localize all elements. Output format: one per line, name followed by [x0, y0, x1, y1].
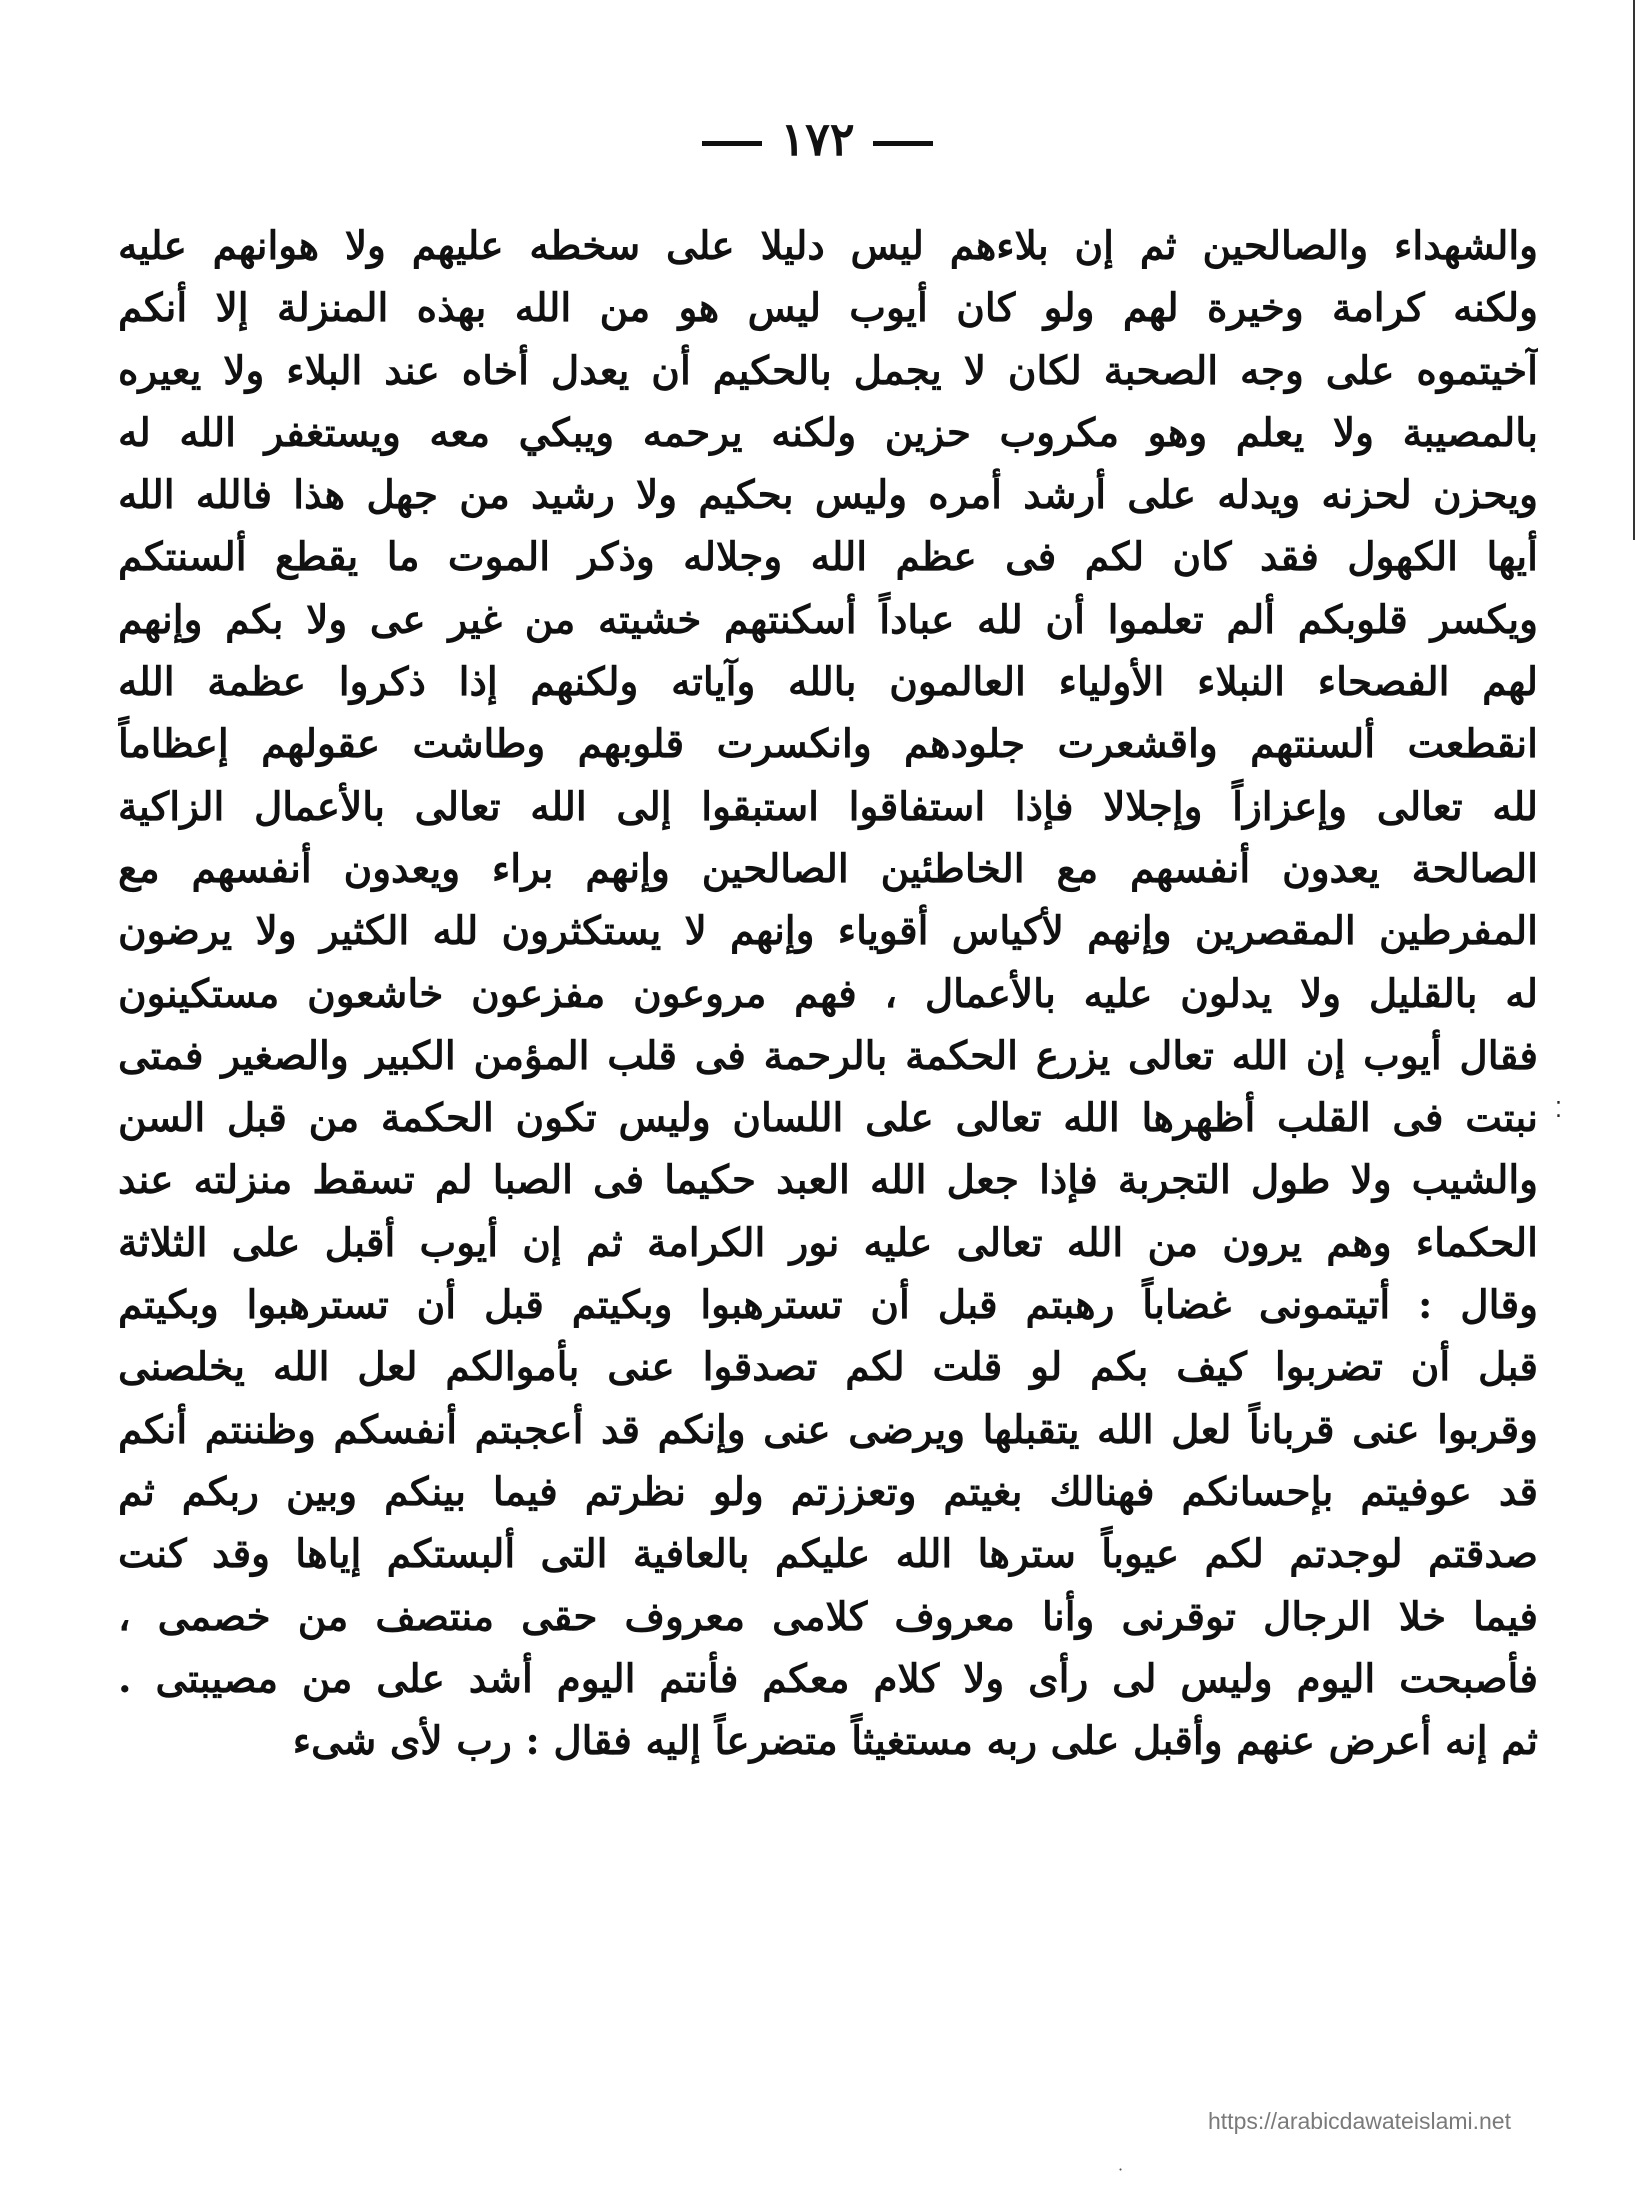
text-line: ولكنه كرامة وخيرة لهم ولو كان أيوب ليس هو من الله بهذه المنزلة إلا أنكم: [118, 285, 1538, 332]
text-line: آخيتموه على وجه الصحبة لكان لا يجمل بالحكيم أن يعدل أخاه عند البلاء ولا يعيره: [118, 347, 1538, 394]
right-dash: [873, 141, 933, 146]
text-line: نبتت فى القلب أظهرها الله تعالى على اللسان وليس تكون الحكمة من قبل السن: [118, 1095, 1538, 1142]
text-line: أيها الكهول فقد كان لكم فى عظم الله وجلاله وذكر الموت ما يقطع ألسنتكم: [118, 534, 1538, 581]
text-line: بالمصيبة ولا يعلم وهو مكروب حزين ولكنه يرحمه ويبكي معه ويستغفر الله له: [118, 409, 1538, 456]
text-line: انقطعت ألسنتهم واقشعرت جلودهم وانكسرت قلوبهم وطاشت عقولهم إعظاماً: [118, 721, 1538, 768]
text-line: فأصبحت اليوم وليس لى رأى ولا كلام معكم فأنتم اليوم أشد على من مصيبتى .: [118, 1655, 1538, 1702]
text-line: فيما خلا الرجال توقرنى وأنا معروف كلامى معروف حقى منتصف من خصمى ،: [118, 1593, 1538, 1640]
text-line: المفرطين المقصرين وإنهم لأكياس أقوياء وإنهم لا يستكثرون لله الكثير ولا يرضون: [118, 908, 1538, 955]
text-line: له بالقليل ولا يدلون عليه بالأعمال ، فهم مروعون مفزعون خاشعون مستكينون: [118, 970, 1538, 1017]
watermark-url: https://arabicdawateislami.net: [1208, 2108, 1511, 2134]
text-line: قبل أن تضربوا كيف بكم لو قلت لكم تصدقوا عنى بأموالكم لعل الله يخلصنى: [118, 1344, 1538, 1391]
text-line: الصالحة يعدون أنفسهم مع الخاطئين الصالحين وإنهم براء ويعدون أنفسهم مع: [118, 845, 1538, 892]
text-line: صدقتم لوجدتم لكم عيوباً سترها الله عليكم بالعافية التى ألبستكم إياها وقد كنت: [118, 1531, 1538, 1578]
text-line: فقال أيوب إن الله تعالى يزرع الحكمة بالرحمة فى قلب المؤمن الكبير والصغير فمتى: [118, 1032, 1538, 1079]
text-line: وقال : أتيتمونى غضاباً رهبتم قبل أن تسترهبوا وبكيتم قبل أن تسترهبوا وبكيتم: [118, 1282, 1538, 1329]
text-line: والشهداء والصالحين ثم إن بلاءهم ليس دليلا على سخطه عليهم ولا هوانهم عليه: [118, 223, 1538, 269]
stray-speck: ·: [1118, 2160, 1124, 2179]
body-text: [118, 215, 1538, 1772]
text-line: الحكماء وهم يرون من الله تعالى عليه نور الكرامة ثم إن أيوب أقبل على الثلاثة: [118, 1219, 1538, 1266]
text-line: ثم إنه أعرض عنهم وأقبل على ربه مستغيثاً متضرعاً إليه فقال : رب لأى شىء: [292, 1718, 1538, 1765]
text-line: ويحزن لحزنه ويدله على أرشد أمره وليس بحكيم ولا رشيد من جهل هذا فالله الله: [118, 472, 1538, 519]
text-line: قد عوفيتم بإحسانكم فهنالك بغيتم وتعززتم ولو نظرتم فيما بينكم وبين ربكم ثم: [118, 1468, 1538, 1515]
margin-speck: ⁚: [1555, 1098, 1562, 1123]
text-line: والشيب ولا طول التجربة فإذا جعل الله العبد حكيما فى الصبا لم تسقط منزلته عند: [118, 1157, 1538, 1204]
text-line: ويكسر قلوبكم ألم تعلموا أن لله عباداً أسكنتهم خشيته من غير عى ولا بكم وإنهم: [118, 596, 1538, 643]
text-line: لهم الفصحاء النبلاء الأولياء العالمون بالله وآياته ولكنهم إذا ذكروا عظمة الله: [118, 659, 1538, 706]
text-line: لله تعالى وإعزازاً وإجلالا فإذا استفاقوا استبقوا إلى الله تعالى بالأعمال الزاكية: [118, 783, 1538, 830]
left-dash: [702, 141, 762, 146]
page-number: ١٧٢: [780, 112, 855, 166]
page-number-header: [0, 112, 1635, 166]
text-line: وقربوا عنى قرباناً لعل الله يتقبلها ويرضى عنى وإنكم قد أعجبتم أنفسكم وظننتم أنكم: [118, 1406, 1538, 1453]
